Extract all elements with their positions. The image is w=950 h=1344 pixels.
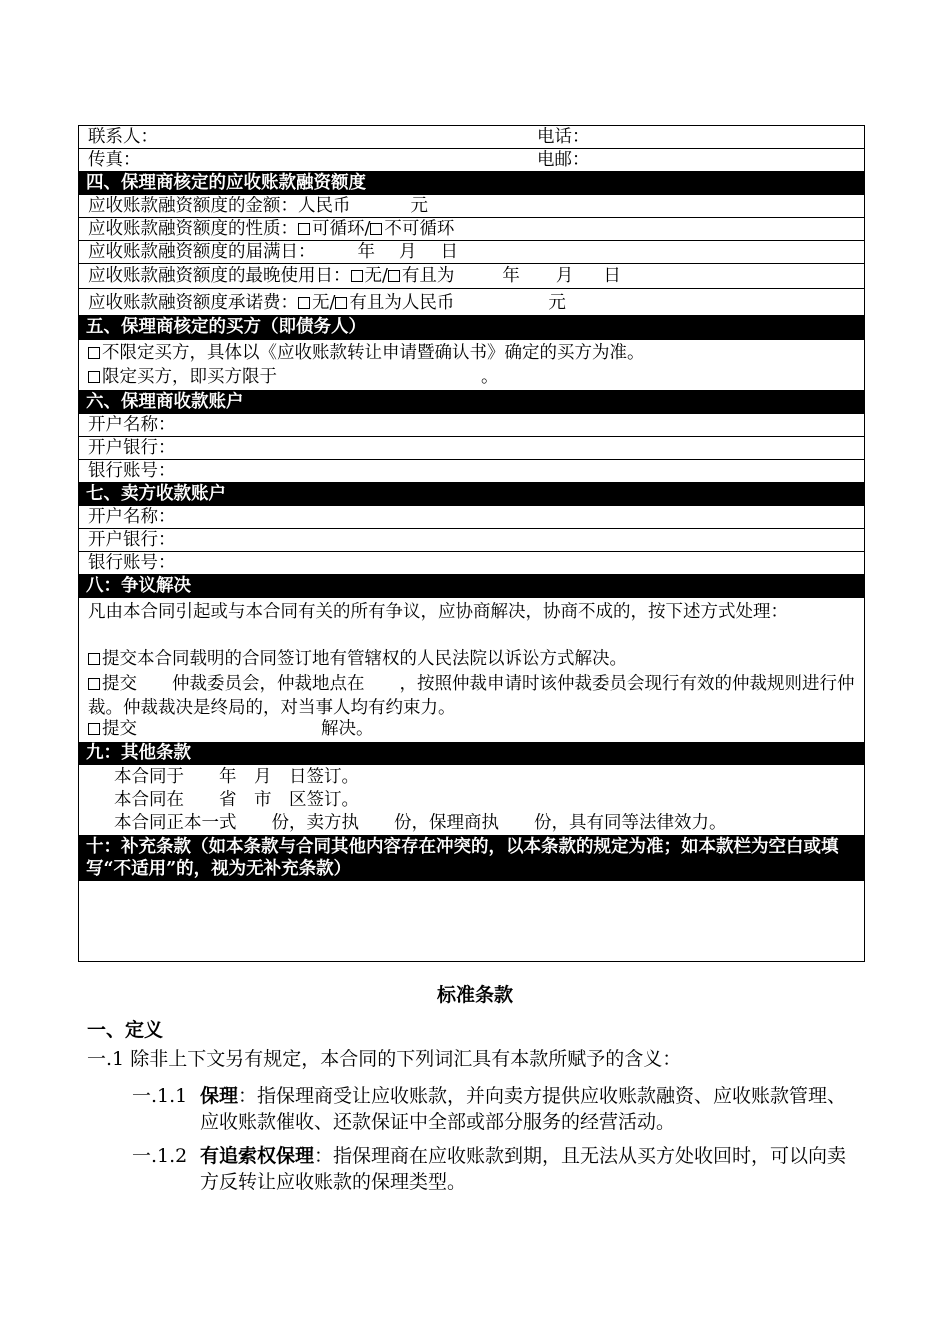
email-label: 电邮： <box>537 150 590 170</box>
clause-1-1-2-text: 有追索权保理：指保理商在应收账款到期，且无法从买方处收回时，可以向卖方反转让应收账款的保理类型。 <box>200 1145 847 1193</box>
section-header-dispute: 八：争议解决 <box>79 575 864 598</box>
clause-1-1: 一.1 除非上下文另有规定，本合同的下列词汇具有本款所赋予的含义： <box>87 1048 682 1070</box>
checkbox-latest-yes[interactable] <box>388 270 400 282</box>
credit-amount-row: 应收账款融资额度的金额：人民币 元 <box>79 195 864 218</box>
credit-nature-row: 应收账款融资额度的性质： 可循环/ 不可循环 <box>79 218 864 241</box>
buyer-option-restricted: 限定买方，即买方限于 。 <box>79 366 864 391</box>
checkbox-dispute-arbitration[interactable] <box>88 678 100 690</box>
checkbox-buyer-unrestricted[interactable] <box>88 347 100 359</box>
section-definitions-heading: 一、定义 <box>87 1019 164 1041</box>
clause-1-1-2-number: 一.1.2 <box>132 1145 188 1167</box>
phone-label: 电话： <box>537 127 590 147</box>
other-term-signing-date: 本合同于 年 月 日签订。 <box>114 767 359 787</box>
checkbox-buyer-restricted[interactable] <box>88 371 100 383</box>
contract-form-table <box>78 125 865 962</box>
seller-account-bank-row: 开户银行： <box>79 529 864 552</box>
dispute-option-court: 提交本合同载明的合同签订地有管辖权的人民法院以诉讼方式解决。 <box>79 647 864 671</box>
checkbox-revolving[interactable] <box>298 223 310 235</box>
checkbox-fee-none[interactable] <box>298 297 310 309</box>
checkbox-latest-none[interactable] <box>351 270 363 282</box>
credit-expiry-row: 应收账款融资额度的届满日： 年 月 日 <box>79 241 864 264</box>
fax-row <box>79 149 864 172</box>
checkbox-non-revolving[interactable] <box>370 223 382 235</box>
section-header-seller-account: 七、卖方收款账户 <box>79 483 864 506</box>
contact-label: 联系人： <box>88 127 158 147</box>
clause-1-1-1-text: 保理：指保理商受让应收账款，并向卖方提供应收账款融资、应收账款管理、应收账款催收、还款保证中全部或部分服务的经营活动。 <box>200 1085 847 1133</box>
credit-latest-use-row: 应收账款融资额度的最晚使用日： 无/ 有且为 年 月 日 <box>79 264 864 289</box>
seller-account-name-row: 开户名称： <box>79 506 864 529</box>
section-header-buyer: 五、保理商核定的买方（即债务人） <box>79 316 864 340</box>
checkbox-fee-yes[interactable] <box>335 297 347 309</box>
supplementary-terms-blank[interactable] <box>79 881 864 961</box>
term-recourse-factoring: 有追索权保理 <box>200 1145 315 1167</box>
term-factoring: 保理 <box>200 1085 239 1107</box>
factor-account-bank-row: 开户银行： <box>79 437 864 460</box>
other-term-copies: 本合同正本一式 份，卖方执 份，保理商执 份，具有同等法律效力。 <box>114 813 727 833</box>
checkbox-dispute-court[interactable] <box>88 653 100 665</box>
standard-terms-title: 标准条款 <box>436 984 513 1006</box>
dispute-option-arbitration: 提交 仲裁委员会，仲裁地点在 ，按照仲裁申请时该仲裁委员会现行有效的仲裁规则进行仲裁。仲裁裁决是终局的，对当事人均有约束力。 <box>88 674 855 718</box>
section-header-factor-account: 六、保理商收款账户 <box>79 391 864 414</box>
seller-account-number-row: 银行账号： <box>79 552 864 575</box>
dispute-option-other: 提交 解决。 <box>79 718 864 740</box>
factor-account-number-row: 银行账号： <box>79 460 864 483</box>
checkbox-dispute-other[interactable] <box>88 723 100 735</box>
clause-1-1-1-number: 一.1.1 <box>132 1085 188 1107</box>
credit-fee-row: 应收账款融资额度承诺费： 无/ 有且为人民币 元 <box>79 289 864 316</box>
dispute-intro: 凡由本合同引起或与本合同有关的所有争议，应协商解决，协商不成的，按下述方式处理： <box>88 602 788 622</box>
other-term-signing-place: 本合同在 省 市 区签订。 <box>114 790 359 810</box>
contact-row <box>79 126 864 149</box>
section-header-credit-line: 四、保理商核定的应收账款融资额度 <box>79 172 864 195</box>
fax-label: 传真： <box>88 150 141 170</box>
section-header-supplementary: 十：补充条款（如本条款与合同其他内容存在冲突的，以本条款的规定为准；如本款栏为空白或填写“不适用”的，视为无补充条款） <box>79 835 864 881</box>
factor-account-name-row: 开户名称： <box>79 414 864 437</box>
section-header-other-terms: 九：其他条款 <box>79 742 864 765</box>
buyer-option-unrestricted: 不限定买方，具体以《应收账款转让申请暨确认书》确定的买方为准。 <box>79 342 864 366</box>
